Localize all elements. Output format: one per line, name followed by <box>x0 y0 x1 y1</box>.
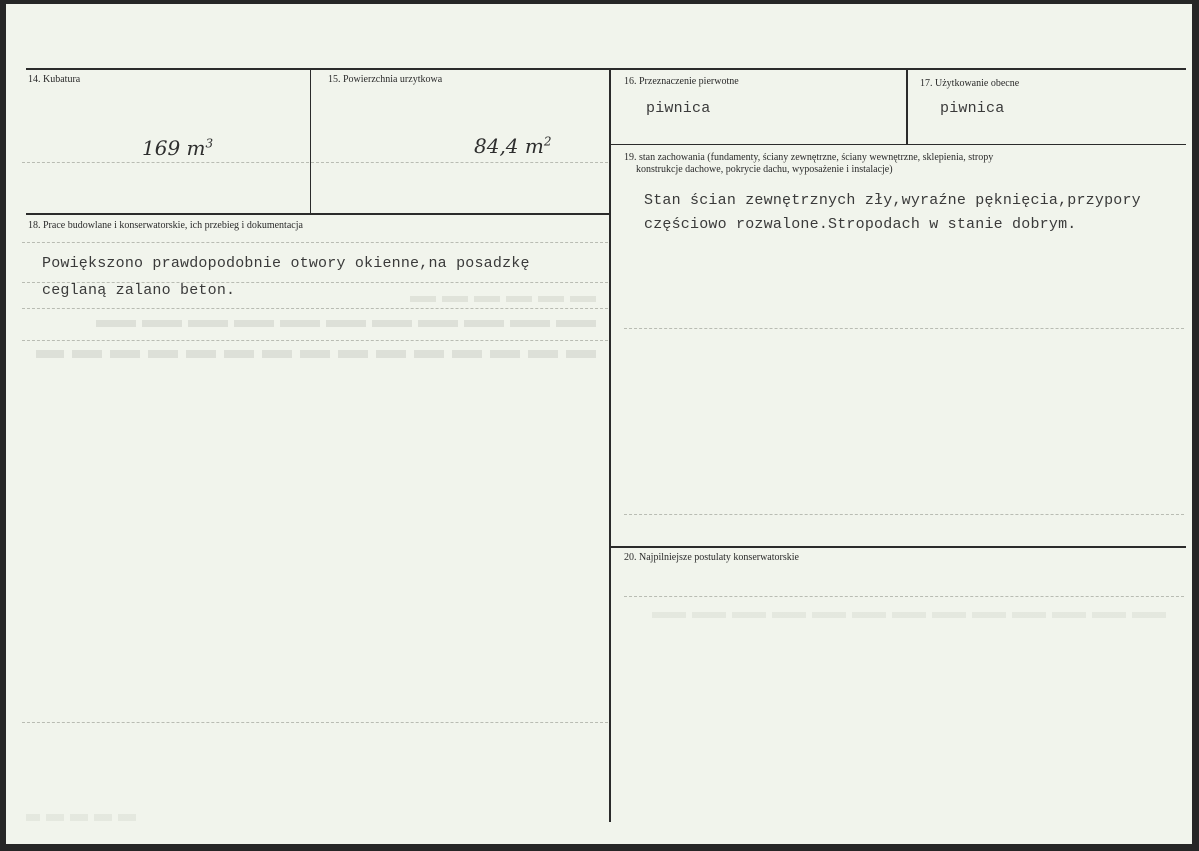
powierzchnia-value <box>474 134 552 158</box>
guide-line <box>22 308 608 309</box>
show-through-marks <box>36 350 596 358</box>
show-through-marks <box>96 320 596 327</box>
guide-line <box>22 162 608 163</box>
rule-above-18 <box>26 213 611 215</box>
przeznaczenie-label: 16. Przeznaczenie pierwotne <box>624 76 739 87</box>
main-column-divider <box>609 70 611 822</box>
divider-14-15 <box>310 70 311 214</box>
uzytkowanie-label: 17. Użytkowanie obecne <box>920 78 1020 89</box>
kubatura-label: 14. Kubatura <box>28 74 81 85</box>
prace-line-2: ceglaną zalano beton. <box>42 282 236 299</box>
uzytkowanie-value: piwnica <box>940 100 1005 117</box>
stan-label-line-1: 19. stan zachowania (fundamenty, ściany zewnętrzne, ściany wewnętrzne, sklepienia, stropy <box>624 152 994 163</box>
guide-line <box>624 328 1184 329</box>
prace-line-1: Powiększono prawdopodobnie otwory okienne,na posadzkę <box>42 255 530 272</box>
stan-line-1: Stan ścian zewnętrznych zły,wyraźne pęknięcia,przypory <box>644 192 1141 209</box>
guide-line <box>22 340 608 341</box>
przeznaczenie-value: piwnica <box>646 100 711 117</box>
kubatura-number: 169 <box>142 136 181 160</box>
powierzchnia-exponent: 2 <box>543 134 552 149</box>
divider-16-17 <box>906 70 908 144</box>
stan-line-2: częściowo rozwalone.Stropodach w stanie dobrym. <box>644 216 1077 233</box>
show-through-marks <box>646 612 1166 618</box>
powierzchnia-label: 15. Powierzchnia urzytkowa <box>328 74 443 85</box>
rule-above-19 <box>611 144 1186 145</box>
guide-line <box>22 722 608 723</box>
kubatura-exponent: 3 <box>205 136 214 151</box>
guide-line <box>22 242 608 243</box>
show-through-marks <box>26 814 136 821</box>
stan-label-line-2: konstrukcje dachowe, pokrycie dachu, wyposażenie i instalacje) <box>636 164 893 175</box>
record-card <box>6 4 1192 844</box>
guide-line <box>624 596 1184 597</box>
show-through-marks <box>406 296 596 302</box>
rule-above-20 <box>611 546 1186 548</box>
guide-line <box>624 514 1184 515</box>
powierzchnia-number: 84,4 <box>474 134 519 158</box>
powierzchnia-unit: m <box>524 134 544 158</box>
kubatura-unit: m <box>186 136 206 160</box>
postulaty-label: 20. Najpilniejsze postulaty konserwatorskie <box>624 552 799 563</box>
kubatura-value <box>142 136 213 160</box>
top-rule <box>26 68 1186 70</box>
prace-label: 18. Prace budowlane i konserwatorskie, ich przebieg i dokumentacja <box>28 220 303 231</box>
